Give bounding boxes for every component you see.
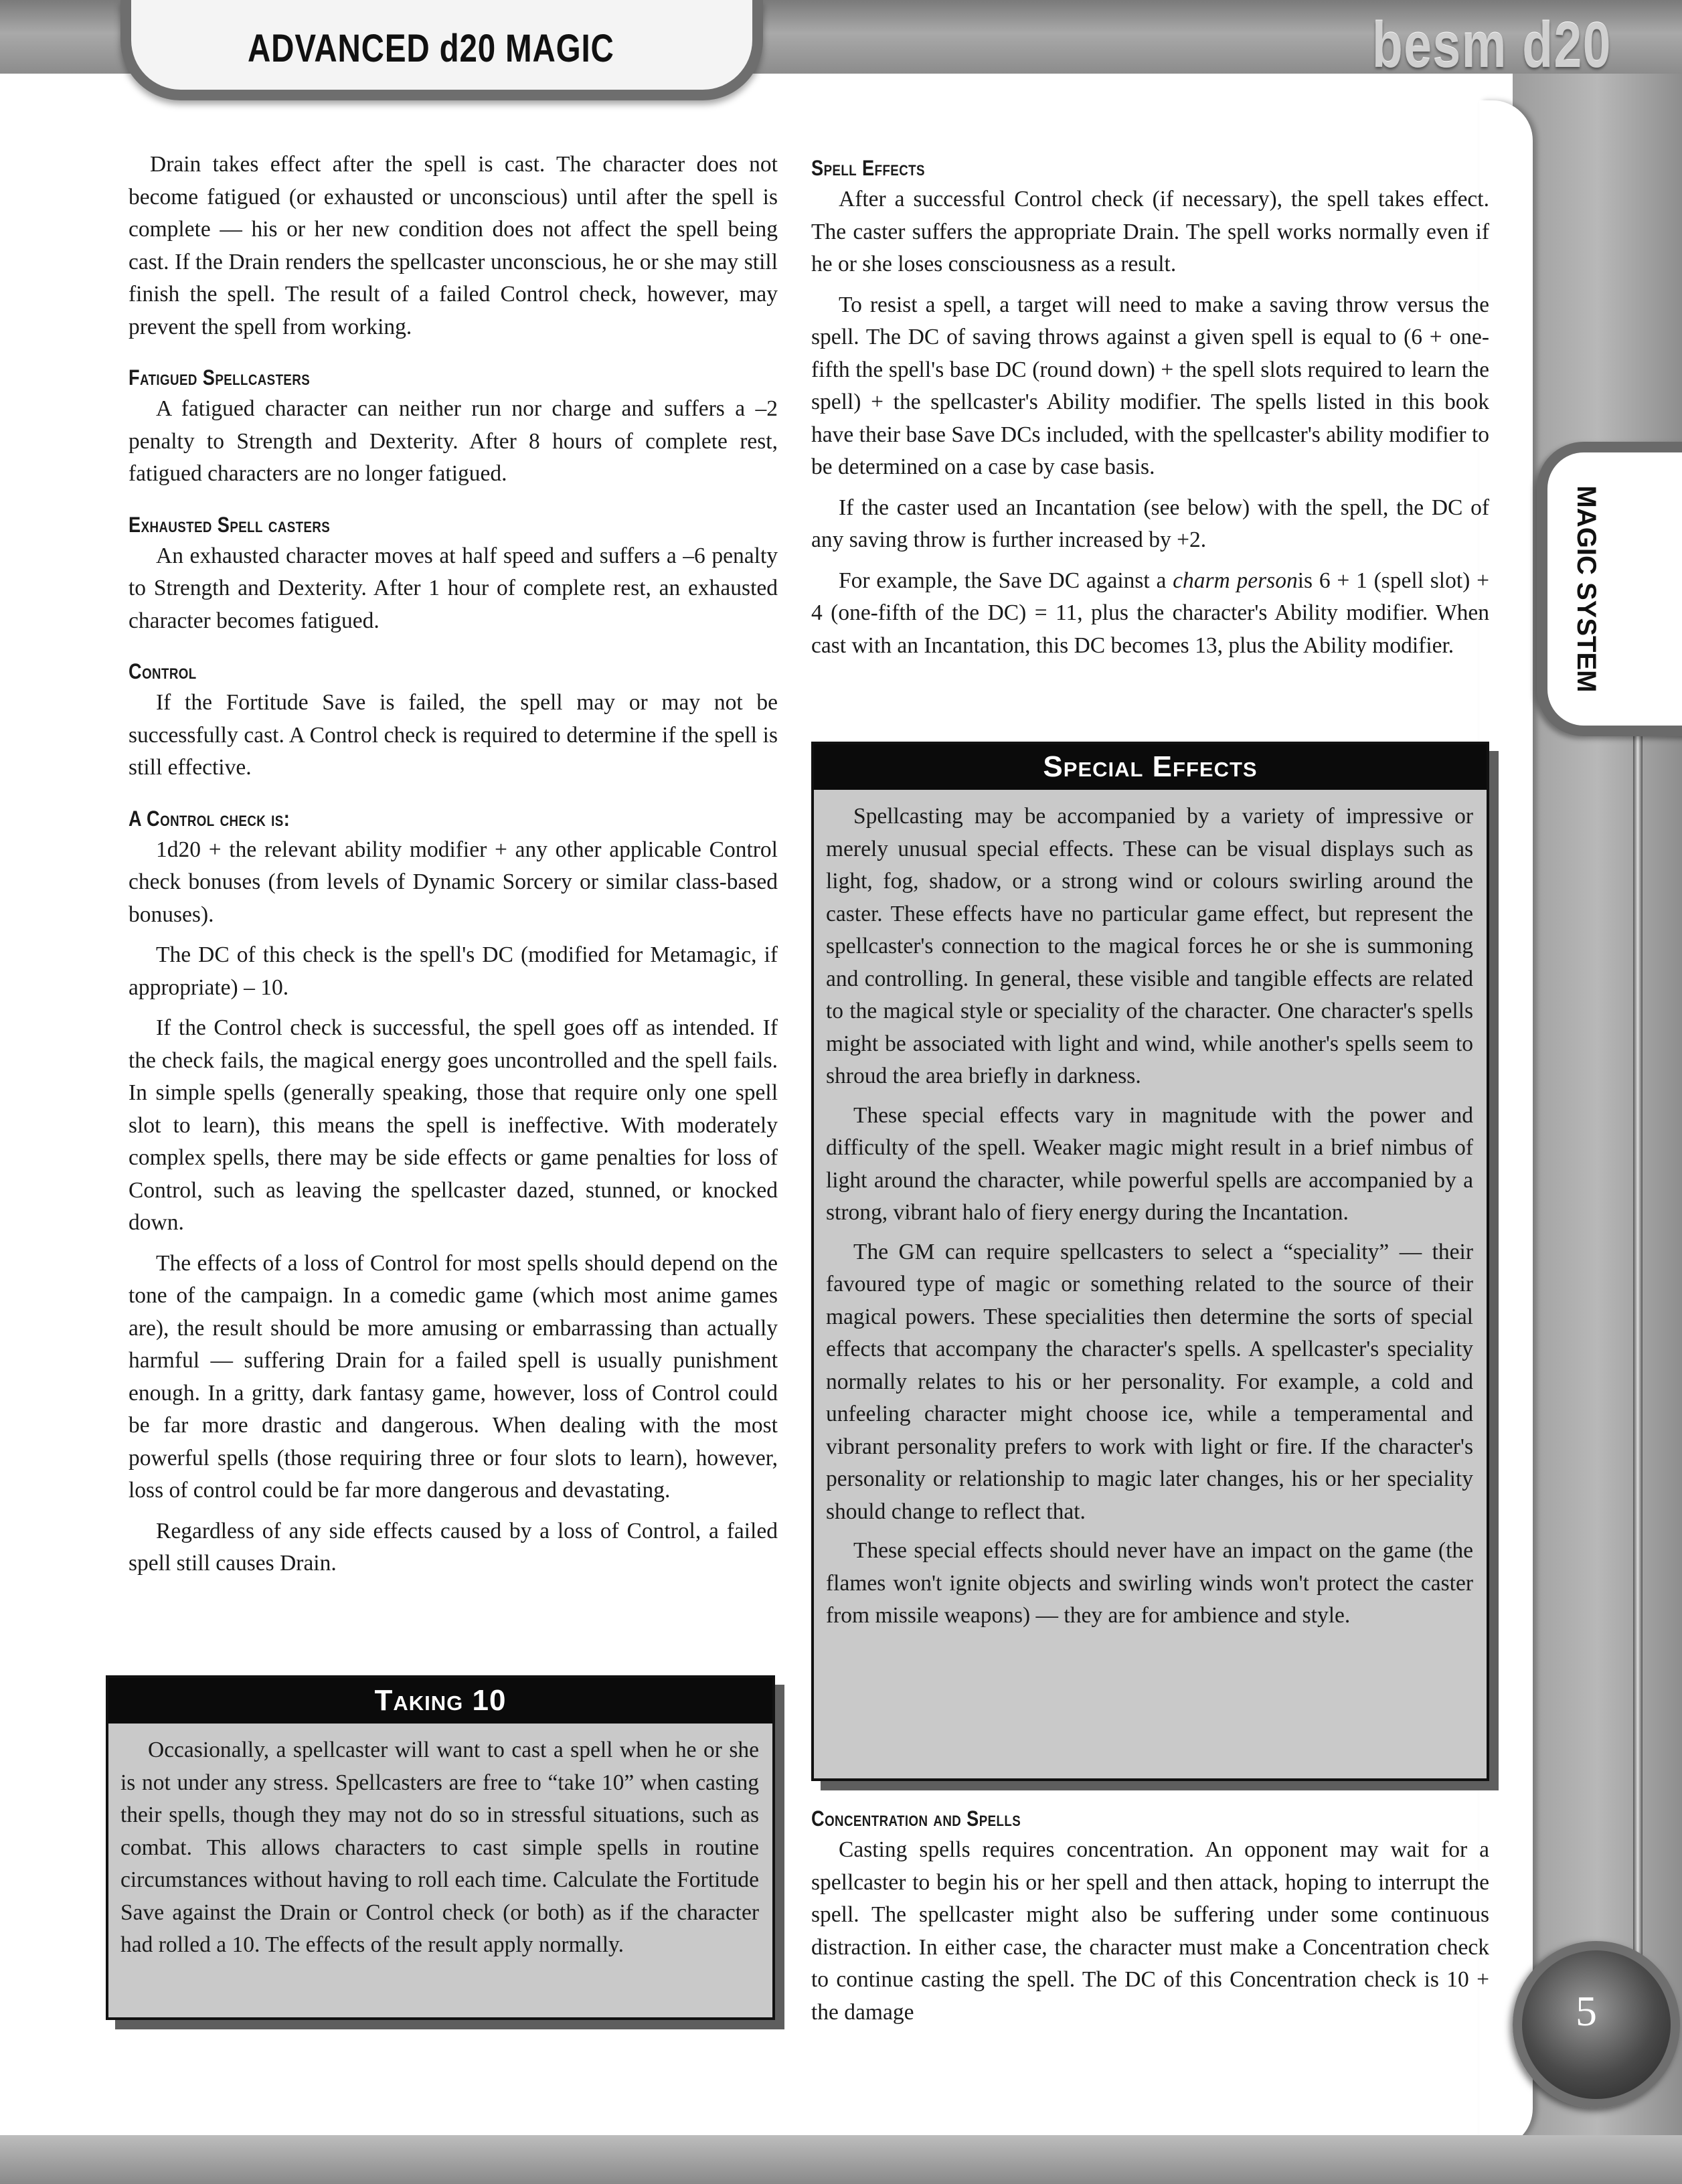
taking-10-sidebar: [106, 1675, 775, 2020]
control-drain-paragraph: Regardless of any side effects caused by a loss of Control, a failed spell still causes Drain.: [129, 1518, 778, 1576]
spell-effects-p3: If the caster used an Incantation (see below) with the spell, the DC of any saving throw is further increased by +2.: [811, 495, 1489, 552]
charm-person-spell: charm person: [1173, 568, 1298, 593]
besm-d20-logo: besm d20: [1372, 9, 1612, 81]
running-title: ADVANCED d20 MAGIC: [248, 27, 614, 70]
control-check-dc: The DC of this check is the spell's DC (modified for Metamagic, if appropriate) – 10.: [129, 942, 778, 1000]
fatigued-text: A fatigued character can neither run nor charge and suffers a –2 penalty to Strength and Dexterity. After 8 hours of complete rest, fatigued characters are no longer fatigued.: [129, 396, 778, 486]
concentration-text: Casting spells requires concentration. An opponent may wait for a spellcaster to begin his or her spell and then attack, hoping to interrupt the spell. The spellcaster might also be suffering under some continuous distraction. In either case, the character must make a Concentration check to continue casting the spell. The DC of this Concentration check is 10 + the damage: [811, 1837, 1489, 2025]
special-effects-sidebar: [811, 742, 1489, 1781]
concentration-heading: Concentration and Spells: [811, 1807, 1021, 1831]
spell-effects-heading: Spell Effects: [811, 156, 925, 180]
special-effects-p2: These special effects vary in magnitude with the power and difficulty of the spell. Weaker magic might result in a brief nimbus of light around the character, while powerful spells are accompanied by a strong, vibrant halo of fiery energy during the Incantation.: [826, 1102, 1473, 1225]
left-column: [129, 149, 778, 1588]
special-effects-p4: These special effects should never have an impact on the game (the flames won't ignite objects and swirling winds won't protect the caster from missile weapons) — they are for ambience and style.: [826, 1538, 1473, 1628]
drain-paragraph: Drain takes effect after the spell is cast. The character does not become fatigued (or exhausted or unconscious) until after the spell is complete — his or her new condition does not affect the spell being cast. If the Drain renders the spellcaster unconscious, he or she may still finish the spell. The result of a failed Control check, however, may prevent the spell from working.: [129, 152, 778, 339]
chapter-tab: [1537, 442, 1682, 736]
control-check-heading: A Control check is:: [129, 806, 290, 831]
exhausted-heading: Exhausted Spell casters: [129, 512, 331, 537]
fatigued-heading: Fatigued Spellcasters: [129, 365, 311, 390]
taking-10-title: Taking 10: [108, 1678, 772, 1724]
example-lead: For example, the Save DC against a: [839, 568, 1173, 593]
taking-10-text: Occasionally, a spellcaster will want to cast a spell when he or she is not under any stress. Spellcasters are free to “take 10” when casting their spells, though they may not do so in stressful situations, such as combat. This allows characters to cast simple spells in routine circumstances without having to roll each time. Calculate the Fortitude Save against the Drain or Control check (or both) as if the character had rolled a 10. The effects of the result apply normally.: [120, 1738, 759, 1957]
page-number: 5: [1576, 1987, 1597, 2035]
right-border: [1513, 74, 1682, 2184]
special-effects-p1: Spellcasting may be accompanied by a variety of impressive or merely unusual special effects. These can be visual displays such as light, fog, shadow, or a strong wind or colours swirling around the caster. These effects have no particular game effect, but represent the spellcaster's connection to the magical forces he or she is summoning and controlling. In general, these visible and tangible effects are related to the magical style or speciality of the character. One character's spells might be associated with light and wind, while another's spells seem to shroud the area briefly in darkness.: [826, 804, 1473, 1088]
concentration-section: [811, 1799, 1489, 2037]
exhausted-text: An exhausted character moves at half speed and suffers a –6 penalty to Strength and Dexterity. After 1 hour of complete rest, an exhausted character becomes fatigued.: [129, 543, 778, 633]
example-rest: is 6 + 1 (spell slot) + 4 (one-fifth of the DC) = 11, plus the character's Ability modifier. When cast with an Incantation, this DC becomes 13, plus the Ability modifier.: [811, 568, 1489, 658]
decorative-rail: [1633, 709, 1643, 1981]
chapter-tab-label: MAGIC SYSTEM: [1572, 485, 1601, 693]
control-loss-paragraph: The effects of a loss of Control for most spells should depend on the tone of the campaign. In a comedic game (which most anime games are), the result should be more amusing or embarrassing than actually harmful — suffering Drain for a failed spell is usually punishment enough. In a gritty, dark fantasy game, however, loss of Control could be far more drastic and dangerous. When dealing with the most powerful spells (those requiring three or four slots to learn), however, loss of control could be far more dangerous and devastating.: [129, 1250, 778, 1503]
special-effects-p3: The GM can require spellcasters to select a “speciality” — their favoured type of magic or something related to the source of their magical powers. These specialities then determine the sorts of special effects that accompany the character's spells. A spellcaster's speciality normally relates to his or her personality. For example, a cold and unfeeling character might choose ice, while a temperamental and vibrant personality prefers to work with light or fire. If the character's personality or relationship to magic later changes, his or her speciality should change to reflect that.: [826, 1239, 1473, 1524]
special-effects-title: Special Effects: [814, 744, 1487, 790]
control-heading: Control: [129, 659, 197, 683]
control-success-paragraph: If the Control check is successful, the spell goes off as intended. If the check fails, the magical energy goes uncontrolled and the spell fails. In simple spells (generally speaking, those that require only one spell slot to learn), this means the spell is ineffective. With moderately complex spells, there may be side effects or game penalties for loss of Control, such as leaving the spellcaster dazed, stunned, or knocked down.: [129, 1015, 778, 1235]
spell-effects-p1: After a successful Control check (if necessary), the spell takes effect. The caster suffers the appropriate Drain. The spell works normally even if he or she loses consciousness as a result.: [811, 187, 1489, 276]
footer-bar: [0, 2135, 1682, 2184]
control-text: If the Fortitude Save is failed, the spell may or may not be successfully cast. A Control check is required to determine if the spell is still effective.: [129, 690, 778, 780]
control-check-formula: 1d20 + the relevant ability modifier + any other applicable Control check bonuses (from levels of Dynamic Sorcery or similar class-based bonuses).: [129, 837, 778, 927]
right-column: [811, 149, 1489, 670]
spell-effects-example: [811, 565, 1489, 663]
spell-effects-p2: To resist a spell, a target will need to make a saving throw versus the spell. The DC of saving throws against a given spell is equal to (6 + one-fifth the spell's base DC (round down) + the spell slots required to learn the spell) + the spellcaster's Ability modifier. The spells listed in this book have their base Save DCs included, with the spellcaster's ability modifier to be determined on a case by case basis.: [811, 292, 1489, 479]
